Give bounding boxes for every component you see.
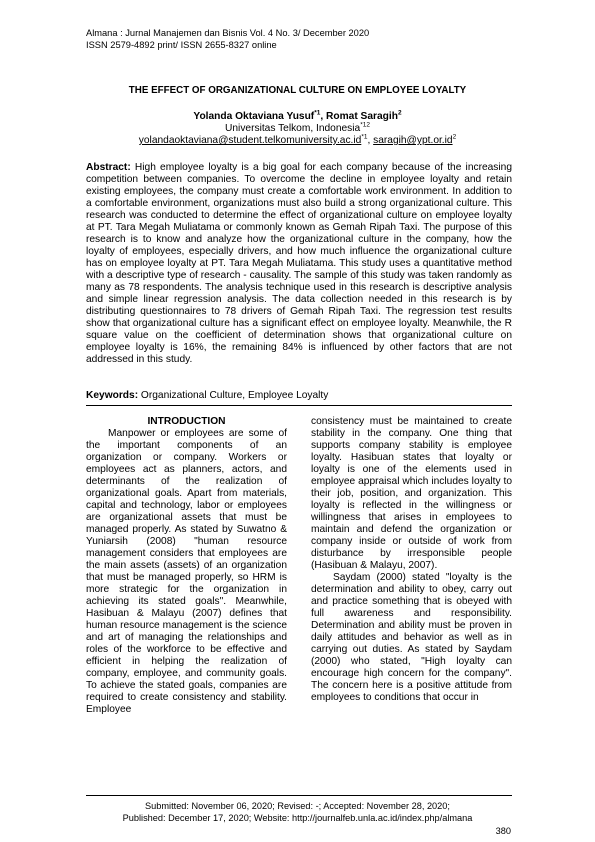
keywords-text: Organizational Culture, Employee Loyalty [138,390,329,401]
abstract-label: Abstract: [86,162,131,173]
journal-name: Almana : Jurnal Manajemen dan Bisnis Vol. 4 No. 3/ December 2020 [86,28,370,38]
email-link-1[interactable]: yolandaoktaviana@student.telkomuniversity.ac.id [138,135,362,146]
author-1-marker: *1 [314,109,321,117]
abstract-text: High employee loyalty is a big goal for each company because of the increasing competition between companies. To overcome the decline in employee loyalty and retain existing employees, the company must create a comfortable work environment. In addition to a comfortable environment, organizations must also build a strong organizational culture. This research was conducted to determine the effect of organizational culture on employee loyalty at PT. Tara Megah Muliatama or commonly known as Gemah Ripah Taxi. The purpose of this research is to know and analyze how the organizational culture in the company, how the loyalty of employees, especially drivers, and how much influence the organizational culture has on employee loyalty at PT. Tara Megah Muliatama. This study uses a quantitative method with a descriptive type of research - causality. The sample of this study was taken randomly as many as 78 respondents. The analysis technique used in this research is descriptive analysis and simple linear regression analysis. The data collection needed in this research is by distributing questionnaires to 78 drivers of Gemah Ripah Taxi. The regression test results show that organizational culture has a significant effect on employee loyalty. Meanwhile, the R square value on the coefficient of determination shows that organizational culture on employee loyalty is 16%, the remaining 84% is influenced by other factors that are not addressed in this study. [86,162,512,365]
issn-line: ISSN 2579-4892 print/ ISSN 2655-8327 online [86,40,277,50]
section-heading-introduction: INTRODUCTION [147,416,226,427]
affiliation [0,123,595,135]
keywords-label: Keywords: [86,390,139,401]
email-separator: , [367,135,374,146]
publication-info: Published: December 17, 2020; Website: http://journalfeb.unla.ac.id/index.php/almana [122,812,473,823]
intro-paragraph-continued: consistency must be maintained to create stability in the company. One thing that supports company stability is employee loyalty. Hasibuan states that loyalty or loyalty is one of the elements used in employee appraisal which includes loyalty to their job, position, and organization. This loyalty is reflected in the willingness or willingness that arises in employees to maintain and defend the organization or company inside or outside of work from disturbance by irresponsible people (Hasibuan & Malayu, 2007). [311,416,512,571]
keywords [86,390,328,401]
emails [0,135,595,147]
author-names [0,111,595,123]
author-block [0,111,595,147]
running-header [86,27,369,51]
intro-paragraph: Manpower or employees are some of the important components of an organization or company. Workers or employees act as planners, actors, and determinants of the realization of organizational goals. Apart from materials, capital and technology, labor or employees are organizational assets that must be managed properly. As stated by Suwatno & Yuniarsih (2008) "human resource management considers that employees are the main assets (assets) of an organization that must be managed properly, so HRM is more strategic for the organization in achieving its stated goals". Meanwhile, Hasibuan & Malayu (2007) defines that human resource management is the science and art of managing the relationships and roles of the workforce to be effective and efficient in helping the realization of company, employee, and community goals. To achieve the stated goals, companies are required to create consistency and stability. Employee [86,428,287,715]
footer-divider [86,795,512,796]
author-separator: , [320,111,327,122]
page-number: 380 [495,826,511,836]
affiliation-text: Universitas Telkom, Indonesia [225,123,361,134]
author-2-marker: 2 [397,109,402,117]
affiliation-marker: *12 [360,121,370,129]
footer [0,801,595,824]
author-1: Yolanda Oktaviana Yusuf [193,111,315,122]
submission-dates: Submitted: November 06, 2020; Revised: -; Accepted: November 28, 2020; [145,801,450,811]
left-column [86,416,287,716]
intro-paragraph-saydam: Saydam (2000) stated "loyalty is the determination and ability to obey, carry out and practice something that is obeyed with full awareness and responsibility. Determination and ability must be proven in daily attitudes and behavior as well as in carrying out duties. As stated by Saydam (2000) who stated, "High loyalty can encourage high concern for the company". The concern here is a positive attitude from employees to conditions that occur in [311,572,512,703]
abstract [86,162,512,366]
paper-title: THE EFFECT OF ORGANIZATIONAL CULTURE ON EMPLOYEE LOYALTY [128,85,467,96]
email-2-marker: 2 [452,133,457,141]
section-divider [86,405,512,406]
author-2: Romat Saragih [326,111,398,122]
right-column [311,416,512,704]
email-link-2[interactable]: saragih@ypt.or.id [373,135,453,146]
email-1-marker: *1 [361,133,368,141]
